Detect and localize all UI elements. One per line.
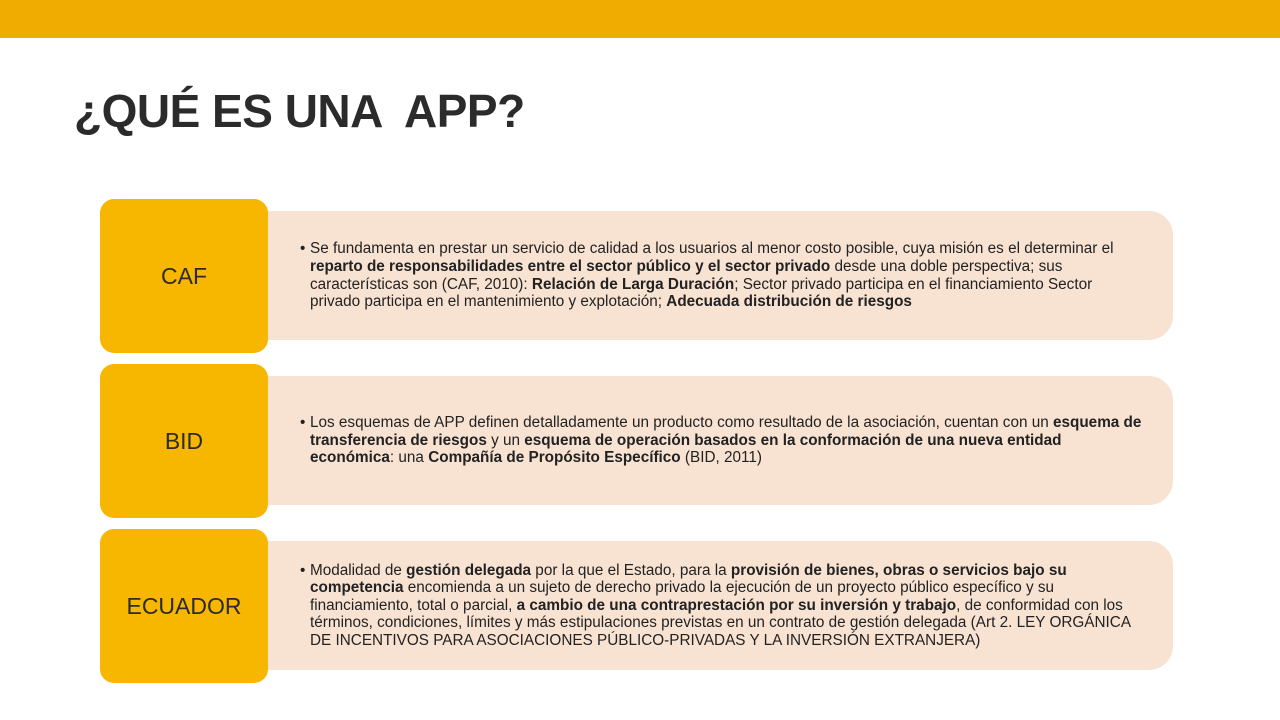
bullet-icon: •	[300, 414, 306, 432]
text-run-bold: gestión delegada	[406, 561, 532, 579]
bullet-icon: •	[300, 561, 306, 579]
section-label: ECUADOR	[100, 529, 268, 683]
text-run: : una	[389, 449, 429, 467]
description-panel	[240, 541, 1173, 670]
text-run: Modalidad de	[310, 561, 407, 579]
section-label: CAF	[100, 199, 268, 353]
text-run: desde una doble perspectiva; sus características son (CAF, 2010):	[310, 257, 1063, 293]
text-run-bold: provisión de bienes, obras o servicios bajo su competencia	[310, 561, 1067, 597]
text-run: (BID, 2011)	[680, 449, 762, 467]
text-run-bold: a cambio de una contraprestación por su inversión y trabajo	[516, 596, 957, 614]
slide-title: ¿QUÉ ES UNA APP?	[74, 85, 525, 137]
section-text	[300, 562, 1143, 650]
text-run: ; Sector privado participa en el financiamiento Sector privado participa en el mantenimiento y explotación;	[310, 275, 1093, 311]
text-run: por la que el Estado, para la	[531, 561, 731, 579]
section-text	[300, 240, 1143, 310]
top-accent-bar	[0, 0, 1280, 38]
section-caf	[0, 199, 1280, 353]
section-text	[300, 414, 1143, 467]
text-run: encomienda a un sujeto de derecho privado la ejecución de un proyecto público específico y su financiamiento, total o parcial,	[310, 579, 1055, 614]
text-run: , de conformidad con los términos, condiciones, límites y más estipulaciones previstas en un contrato de gestión delegada (Art 2. LEY ORGÁNICA DE INCENTIVOS PARA ASOCIACIONES PÚBLICO-PRIVADAS Y LA INVERSIÓN EXTRANJERA)	[310, 596, 1131, 649]
text-run-bold: esquema de operación basados en la conformación de una nueva entidad económica	[310, 431, 1062, 467]
bullet-icon: •	[300, 240, 306, 258]
description-panel	[240, 211, 1173, 340]
text-run: Los esquemas de APP definen detalladamente un producto como resultado de la asociación, cuentan con un	[310, 414, 1053, 432]
text-run-bold: Compañía de Propósito Específico	[428, 449, 681, 467]
text-run-bold: esquema de transferencia de riesgos	[310, 414, 1142, 449]
description-panel	[240, 376, 1173, 505]
section-bid	[0, 364, 1280, 518]
section-ecuador	[0, 529, 1280, 683]
text-run-bold: reparto de responsabilidades entre el sector público y el sector privado	[310, 257, 831, 275]
section-label: BID	[100, 364, 268, 518]
text-run-bold: Adecuada distribución de riesgos	[666, 293, 912, 311]
text-run: y un	[486, 431, 525, 449]
text-run: Se fundamenta en prestar un servicio de calidad a los usuarios al menor costo posible, cuya misión es el determinar el	[310, 240, 1114, 258]
text-run-bold: Relación de Larga Duración	[531, 275, 735, 293]
